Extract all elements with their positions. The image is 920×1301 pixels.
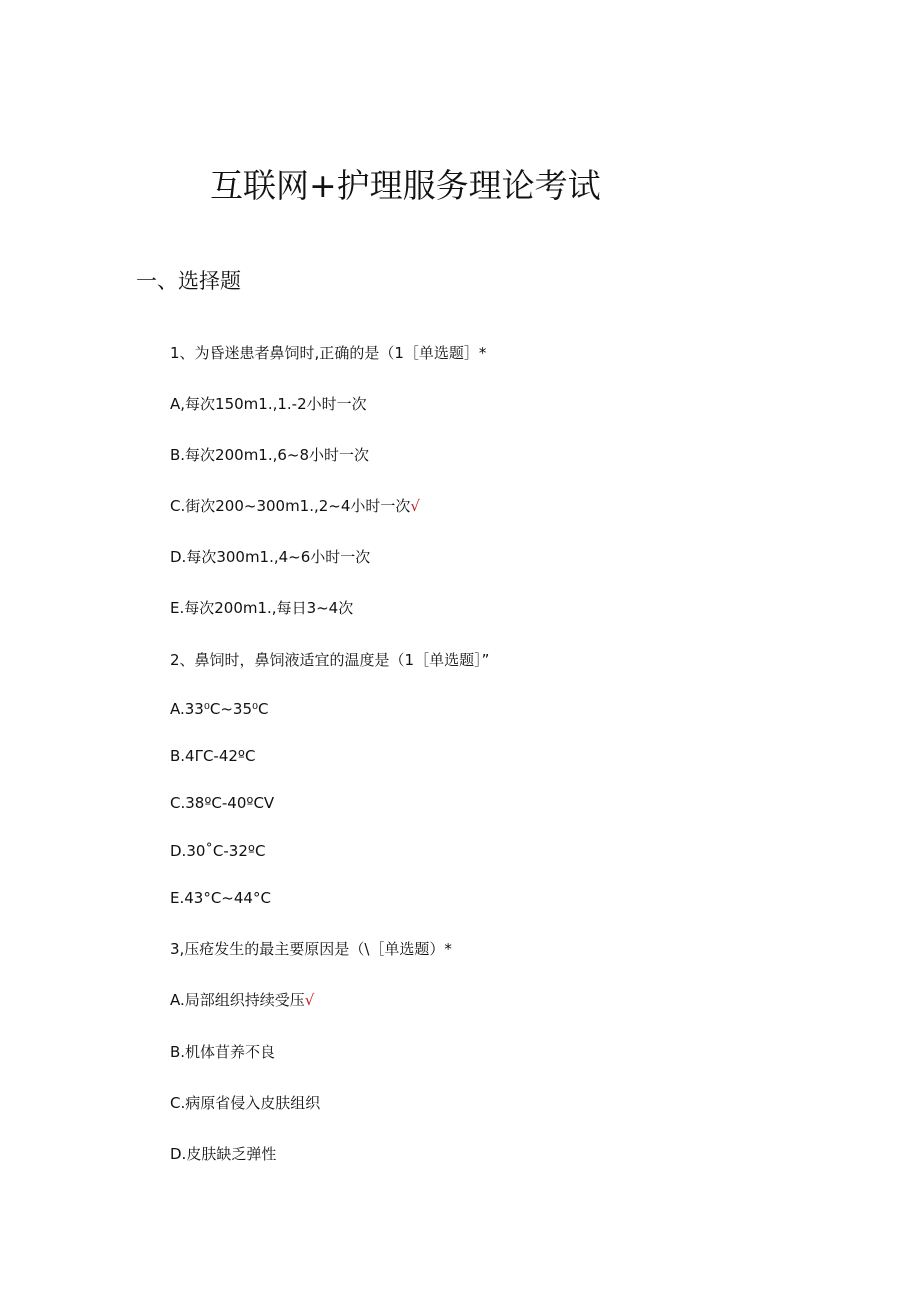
question-3 (170, 938, 452, 960)
option-text: E.每次200m1.,每日3~4次 (170, 599, 354, 617)
q1-option-e[interactable] (170, 597, 353, 619)
q1-option-a[interactable] (170, 393, 367, 415)
page-title: 互联网+护理服务理论考试 (210, 166, 601, 205)
option-text: A,每次150m1.,1.-2小时一次 (170, 395, 367, 413)
option-text: E.43°C~44°C (170, 889, 271, 907)
option-text: A.33⁰C~35⁰C (170, 700, 269, 718)
q1-option-d[interactable] (170, 546, 370, 568)
q3-option-b[interactable] (170, 1041, 275, 1063)
option-text: D.每次300m1.,4~6小时一次 (170, 548, 371, 566)
q3-option-d[interactable] (170, 1143, 276, 1165)
q3-option-c[interactable] (170, 1092, 320, 1114)
option-text: A.局部组织持续受压 (170, 991, 305, 1009)
question-2 (170, 649, 489, 671)
option-text: B.每次200m1.,6~8小时一次 (170, 446, 370, 464)
q1-option-c[interactable] (170, 495, 420, 517)
question-text: 3,压疮发生的最主要原因是（\［单选题）* (170, 940, 452, 958)
q2-option-d[interactable] (170, 840, 265, 862)
correct-mark-icon: √ (410, 497, 420, 515)
q3-option-a[interactable] (170, 989, 314, 1011)
question-text: 1、为昏迷患者鼻饲时,正确的是（1［单选题］* (170, 344, 487, 362)
q2-option-a[interactable] (170, 698, 268, 720)
option-text: B.机体苜养不良 (170, 1043, 276, 1061)
section-heading: 一、选择题 (136, 269, 241, 293)
question-text: 2、鼻饲时，鼻饲液适宜的温度是（1［单选题］” (170, 651, 490, 669)
q2-option-b[interactable] (170, 745, 255, 767)
option-text: B.4ΓC-42ºC (170, 747, 256, 765)
q1-option-b[interactable] (170, 444, 369, 466)
correct-mark-icon: √ (304, 991, 315, 1009)
q2-option-e[interactable] (170, 887, 271, 909)
option-text: C.病原省侵入皮肤组织 (170, 1094, 321, 1112)
option-text: C.38ºC-40ºCV (170, 794, 275, 812)
option-text: C.街次200~300m1.,2~4小时一次 (170, 497, 411, 515)
q2-option-c[interactable] (170, 792, 274, 814)
option-text: D.皮肤缺乏弹性 (170, 1145, 277, 1163)
question-1 (170, 342, 486, 364)
option-text: D.30˚C-32ºC (170, 842, 266, 860)
